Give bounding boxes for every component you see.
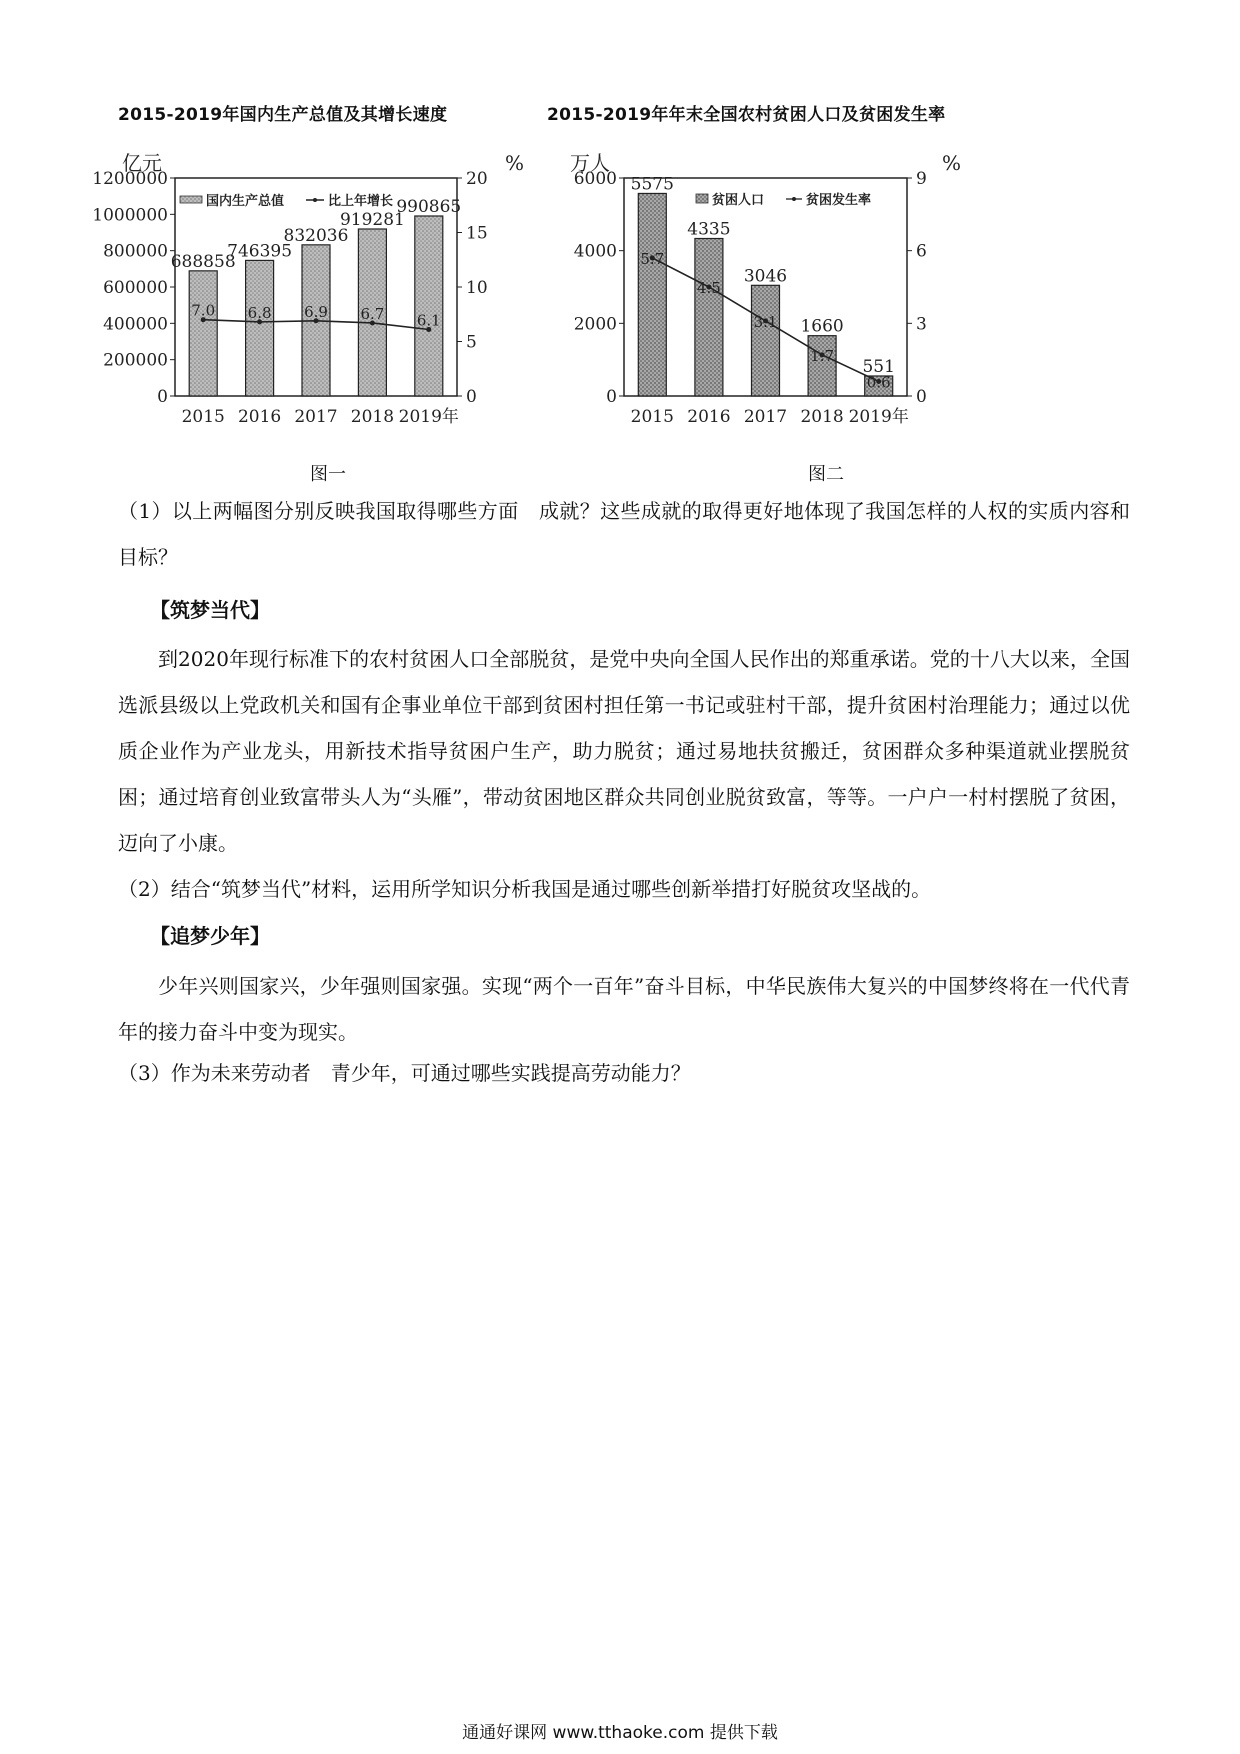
chart2-legend-bar-swatch <box>696 194 708 203</box>
c1-line-value-label: 6.9 <box>304 302 328 321</box>
c1-bar-value-label: 832036 <box>283 225 349 246</box>
c2-bar-value-label: 3046 <box>743 266 788 287</box>
chart1-legend-line-label: 比上年增长 <box>328 194 394 209</box>
chart2-right-unit: % <box>942 151 962 175</box>
c1-right-tick-label: 5 <box>466 332 477 353</box>
chart1-left-unit: 亿元 <box>122 151 162 175</box>
c2-left-tick-label: 2000 <box>573 314 617 335</box>
c1-left-tick-label: 1000000 <box>92 205 168 226</box>
material-paragraph-1: 到2020年现行标准下的农村贫困人口全部脱贫，是党中央向全国人民作出的郑重承诺。党的十八大以来，全国选派县级以上党政机关和国有企事业单位干部到贫困村担任第一书记或驻村干部，提升贫困村治理能力；通过以优质企业作为产业龙头，用新技术指导贫困户生产，助力脱贫；通过易地扶贫搬迁，贫困群众多种渠道就业摆脱贫困；通过培育创业致富带头人为“头雁”，带动贫困地区群众共同创业脱贫致富，等等。一户户一村村摆脱了贫困，迈向了小康。 <box>118 647 1130 855</box>
c1-left-tick-label: 600000 <box>103 278 168 298</box>
c1-line-value-label: 6.7 <box>360 304 385 323</box>
section-heading-zhuimeng: 【追梦少年】 <box>150 924 270 948</box>
c1-line-value-label: 7.0 <box>191 301 216 320</box>
c2-line-value-label: 1.7 <box>810 346 835 365</box>
c2-x-tick-label: 2017 <box>743 407 788 427</box>
c2-bar-value-label: 4335 <box>687 219 731 240</box>
chart2-legend-line-marker <box>792 197 796 201</box>
c1-line-value-label: 6.1 <box>416 311 441 330</box>
c1-x-tick-label: 2018 <box>350 407 395 427</box>
c2-left-tick-label: 0 <box>606 387 617 407</box>
chart2-legend <box>696 192 871 208</box>
c1-right-tick-label: 10 <box>466 278 488 298</box>
poverty-chart <box>570 150 990 450</box>
chart2-left-unit: 万人 <box>570 151 610 175</box>
c2-right-tick-label: 0 <box>916 387 927 407</box>
c2-line-value-label: 3.1 <box>753 312 778 331</box>
c1-bar <box>415 216 443 396</box>
c1-bar <box>189 271 217 396</box>
c1-left-tick-label: 800000 <box>103 241 168 262</box>
c2-bar-value-label: 1660 <box>800 316 844 337</box>
c1-x-tick-label: 2015 <box>181 407 225 427</box>
c2-line-value-label: 4.5 <box>696 279 721 297</box>
c1-bar-value-label: 688858 <box>170 251 236 272</box>
chart2-title: 2015-2019年年末全国农村贫困人口及贫困发生率 <box>547 105 946 125</box>
chart1-caption: 图一 <box>310 464 346 485</box>
c2-bar <box>808 336 836 396</box>
footer-watermark: 通通好课网 www.tthaoke.com 提供下载 <box>462 1723 778 1743</box>
c1-left-tick-label: 0 <box>157 387 168 407</box>
c2-right-tick-label: 3 <box>916 314 927 335</box>
question-2: （2）结合“筑梦当代”材料，运用所学知识分析我国是通过哪些创新举措打好脱贫攻坚战的。 <box>118 877 932 901</box>
c1-left-tick-label: 1200000 <box>92 169 168 189</box>
chart2-caption: 图二 <box>808 464 844 485</box>
c1-left-tick-label: 200000 <box>103 350 168 371</box>
chart1-legend-bar-swatch <box>180 196 202 203</box>
c2-x-tick-label: 2015 <box>630 407 674 427</box>
c1-x-tick-label: 2019年 <box>398 407 459 427</box>
c2-x-tick-label: 2018 <box>800 407 844 427</box>
gdp-chart <box>92 150 530 450</box>
c1-right-tick-label: 0 <box>466 387 477 407</box>
c2-bar-value-label: 5575 <box>630 174 674 195</box>
c1-x-tick-label: 2017 <box>294 407 338 427</box>
c2-line-value-label: 0.6 <box>866 373 891 392</box>
material-paragraph-2: 少年兴则国家兴，少年强则国家强。实现“两个一百年”奋斗目标，中华民族伟大复兴的中国梦终将在一代代青年的接力奋斗中变为现实。 <box>118 974 1130 1044</box>
c2-left-tick-label: 6000 <box>573 169 617 189</box>
c1-bar-value-label: 746395 <box>227 241 293 262</box>
chart2-legend-line-label: 贫困发生率 <box>806 193 872 208</box>
c2-left-tick-label: 4000 <box>573 241 617 262</box>
c1-x-tick-label: 2016 <box>237 407 282 427</box>
c2-x-tick-label: 2019年 <box>848 407 909 427</box>
question-3: （3）作为未来劳动者 青少年，可通过哪些实践提高劳动能力？ <box>118 1061 691 1085</box>
c2-right-tick-label: 6 <box>916 241 927 262</box>
c1-bar-value-label: 990865 <box>396 196 462 217</box>
c1-bar-value-label: 919281 <box>339 209 405 230</box>
c2-right-tick-label: 9 <box>916 169 927 189</box>
c2-bar <box>695 238 723 396</box>
chart1-title: 2015-2019年国内生产总值及其增长速度 <box>118 105 448 125</box>
chart1-right-unit: % <box>505 151 525 175</box>
section-heading-zhumeng: 【筑梦当代】 <box>150 598 270 622</box>
c1-left-tick-label: 400000 <box>103 314 168 335</box>
c1-bar <box>246 260 274 396</box>
chart1-legend-line-marker <box>313 198 317 202</box>
c1-line-value-label: 6.8 <box>247 303 272 322</box>
c1-right-tick-label: 15 <box>466 223 488 244</box>
chart1-legend-bar-label: 国内生产总值 <box>206 194 285 209</box>
c2-line-value-label: 5.7 <box>640 249 665 268</box>
c1-right-tick-label: 20 <box>466 169 488 189</box>
c2-bar <box>638 193 666 396</box>
question-1: （1）以上两幅图分别反映我国取得哪些方面 成就？这些成就的取得更好地体现了我国怎样的人权的实质内容和目标？ <box>118 499 1130 569</box>
c2-bar <box>752 285 780 396</box>
chart1-legend <box>180 193 393 209</box>
c2-bar-value-label: 551 <box>862 356 895 377</box>
c2-x-tick-label: 2016 <box>687 407 731 427</box>
chart2-legend-bar-label: 贫困人口 <box>712 193 765 208</box>
